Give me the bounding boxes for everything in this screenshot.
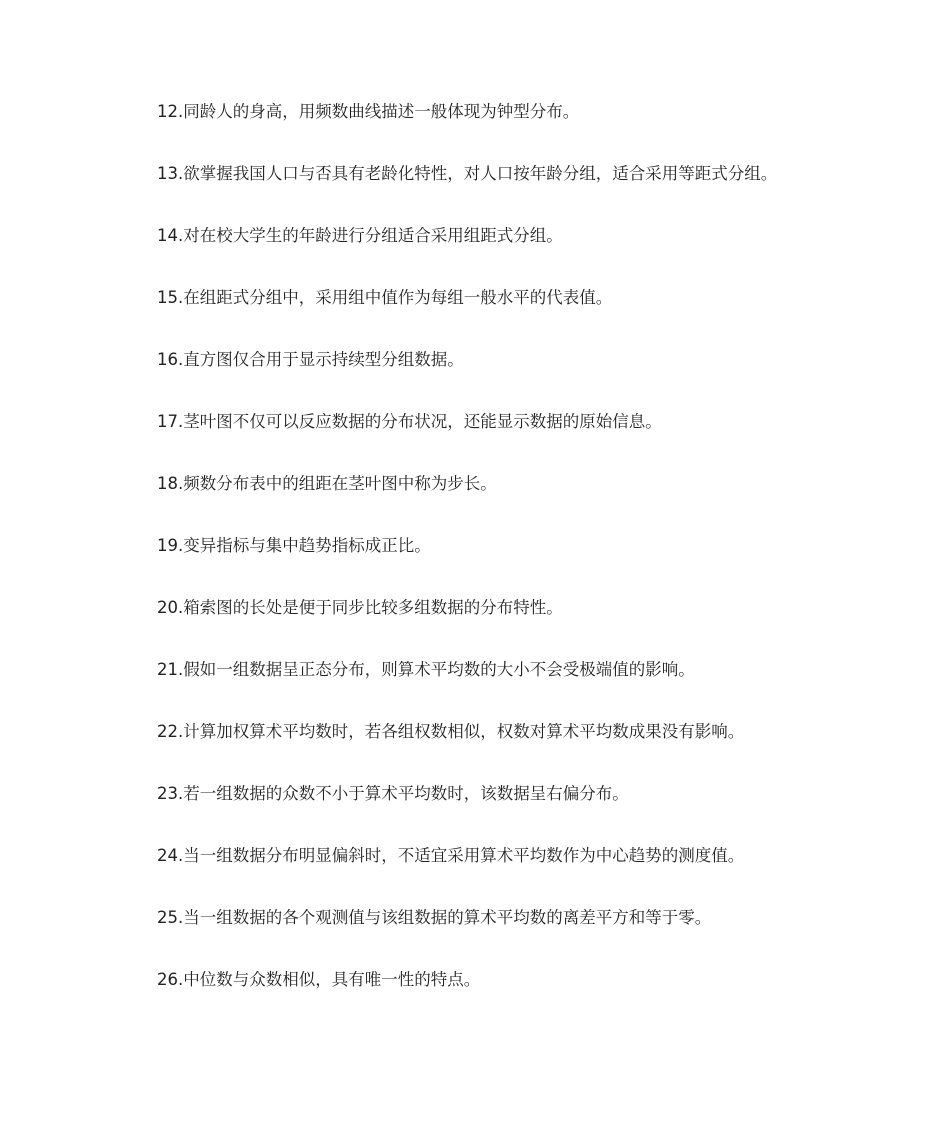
statement-item: 20.箱索图的长处是便于同步比较多组数据的分布特性。 (157, 598, 563, 617)
statement-item: 22.计算加权算术平均数时，若各组权数相似，权数对算术平均数成果没有影响。 (157, 722, 745, 741)
statement-item: 19.变异指标与集中趋势指标成正比。 (157, 536, 431, 555)
statement-item: 13.欲掌握我国人口与否具有老龄化特性，对人口按年龄分组，适合采用等距式分组。 (157, 164, 778, 183)
statement-item: 12.同龄人的身高，用频数曲线描述一般体现为钟型分布。 (157, 102, 580, 121)
statement-list (157, 96, 927, 1026)
statement-item: 15.在组距式分组中，采用组中值作为每组一般水平的代表值。 (157, 288, 613, 307)
statement-item: 21.假如一组数据呈正态分布，则算术平均数的大小不会受极端值的影响。 (157, 660, 695, 679)
statement-item: 24.当一组数据分布明显偏斜时，不适宜采用算术平均数作为中心趋势的测度值。 (157, 846, 745, 865)
statement-item: 17.茎叶图不仅可以反应数据的分布状况，还能显示数据的原始信息。 (157, 412, 662, 431)
statement-item: 14.对在校大学生的年龄进行分组适合采用组距式分组。 (157, 226, 563, 245)
statement-item: 18.频数分布表中的组距在茎叶图中称为步长。 (157, 474, 497, 493)
statement-item: 25.当一组数据的各个观测值与该组数据的算术平均数的离差平方和等于零。 (157, 908, 712, 927)
statement-item: 23.若一组数据的众数不小于算术平均数时，该数据呈右偏分布。 (157, 784, 629, 803)
statement-item: 16.直方图仅合用于显示持续型分组数据。 (157, 350, 464, 369)
statement-item: 26.中位数与众数相似，具有唯一性的特点。 (157, 970, 481, 989)
